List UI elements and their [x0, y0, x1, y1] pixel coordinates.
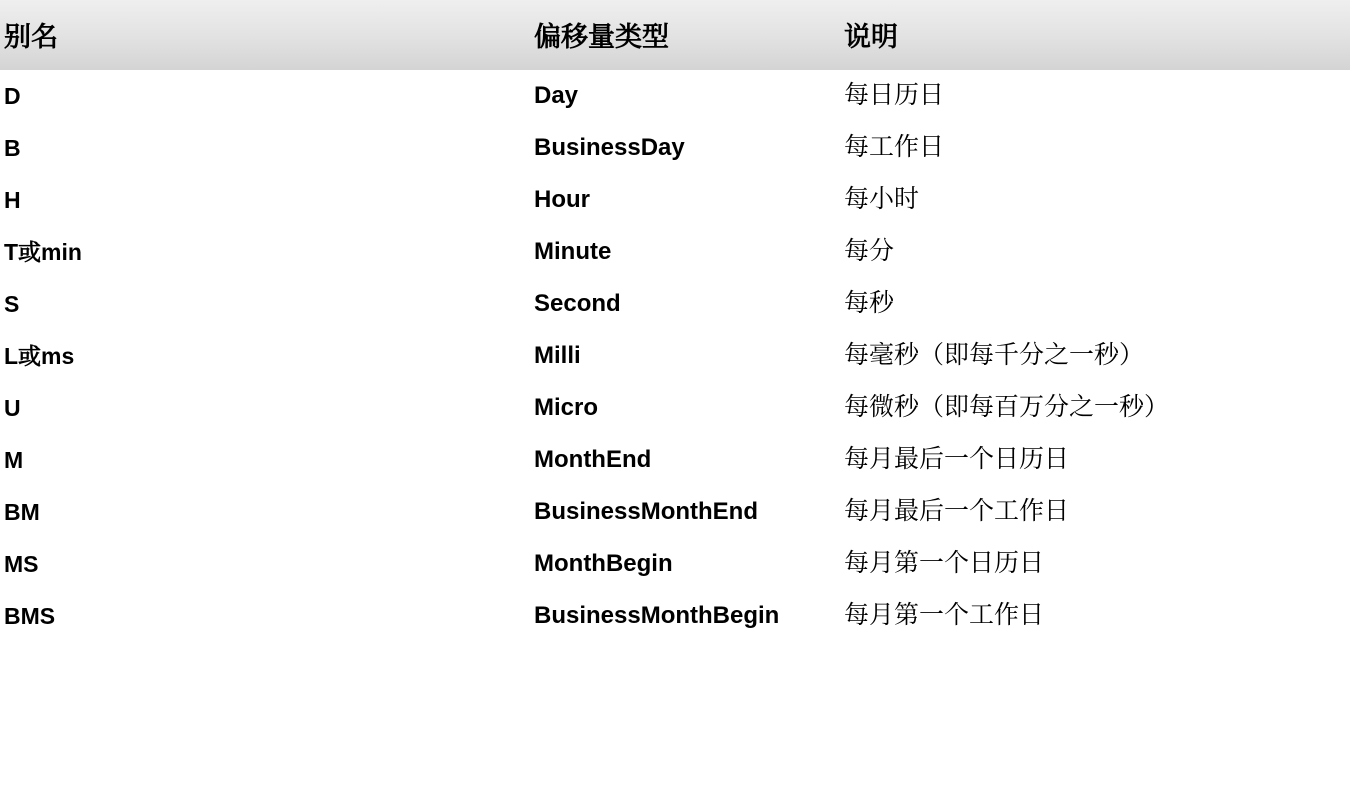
cell-description: 每小时 [844, 185, 920, 214]
cell-offset-type: Milli [534, 342, 581, 369]
cell-offset-type: MonthBegin [534, 550, 673, 577]
table-header [0, 0, 1350, 70]
cell-description: 每月最后一个工作日 [844, 497, 1070, 526]
cell-offset-type: MonthEnd [534, 446, 652, 473]
column-header-description: 说明 [844, 21, 898, 52]
table-row [0, 538, 1350, 590]
table-row [0, 486, 1350, 538]
cell-offset-type: BusinessDay [534, 134, 685, 161]
cell-alias: S [4, 290, 20, 317]
table-row [0, 330, 1350, 382]
column-header-alias: 别名 [4, 21, 58, 52]
cell-offset-type: BusinessMonthBegin [534, 602, 780, 629]
table-row [0, 382, 1350, 434]
cell-description: 每秒 [844, 289, 895, 318]
cell-alias: D [4, 82, 21, 109]
table-body [0, 70, 1350, 642]
cell-alias: BMS [4, 602, 56, 629]
cell-description: 每分 [844, 237, 895, 266]
table-row [0, 174, 1350, 226]
cell-description: 每月第一个工作日 [844, 601, 1045, 630]
cell-alias: B [4, 134, 21, 161]
table-row [0, 226, 1350, 278]
cell-alias: T或min [4, 238, 82, 265]
cell-alias: M [4, 446, 24, 473]
cell-description: 每日历日 [844, 81, 945, 110]
table-row [0, 278, 1350, 330]
cell-description: 每月最后一个日历日 [844, 445, 1070, 474]
cell-offset-type: Minute [534, 238, 612, 265]
table-row [0, 590, 1350, 642]
cell-offset-type: Hour [534, 186, 590, 213]
cell-alias: U [4, 394, 21, 421]
cell-alias: BM [4, 498, 40, 525]
table-row [0, 434, 1350, 486]
cell-alias: H [4, 186, 21, 213]
cell-alias: MS [4, 550, 39, 577]
table-row [0, 70, 1350, 122]
cell-description: 每微秒（即每百万分之一秒） [844, 393, 1170, 422]
cell-alias: L或ms [4, 342, 75, 369]
cell-offset-type: Micro [534, 394, 599, 421]
cell-description: 每工作日 [844, 133, 945, 162]
table-header-row [0, 0, 1350, 70]
column-header-offset-type: 偏移量类型 [534, 21, 669, 52]
cell-offset-type: Second [534, 290, 621, 317]
cell-description: 每毫秒（即每千分之一秒） [844, 341, 1145, 370]
cell-offset-type: BusinessMonthEnd [534, 498, 759, 525]
cell-description: 每月第一个日历日 [844, 549, 1045, 578]
table-row [0, 122, 1350, 174]
cell-offset-type: Day [534, 82, 579, 109]
